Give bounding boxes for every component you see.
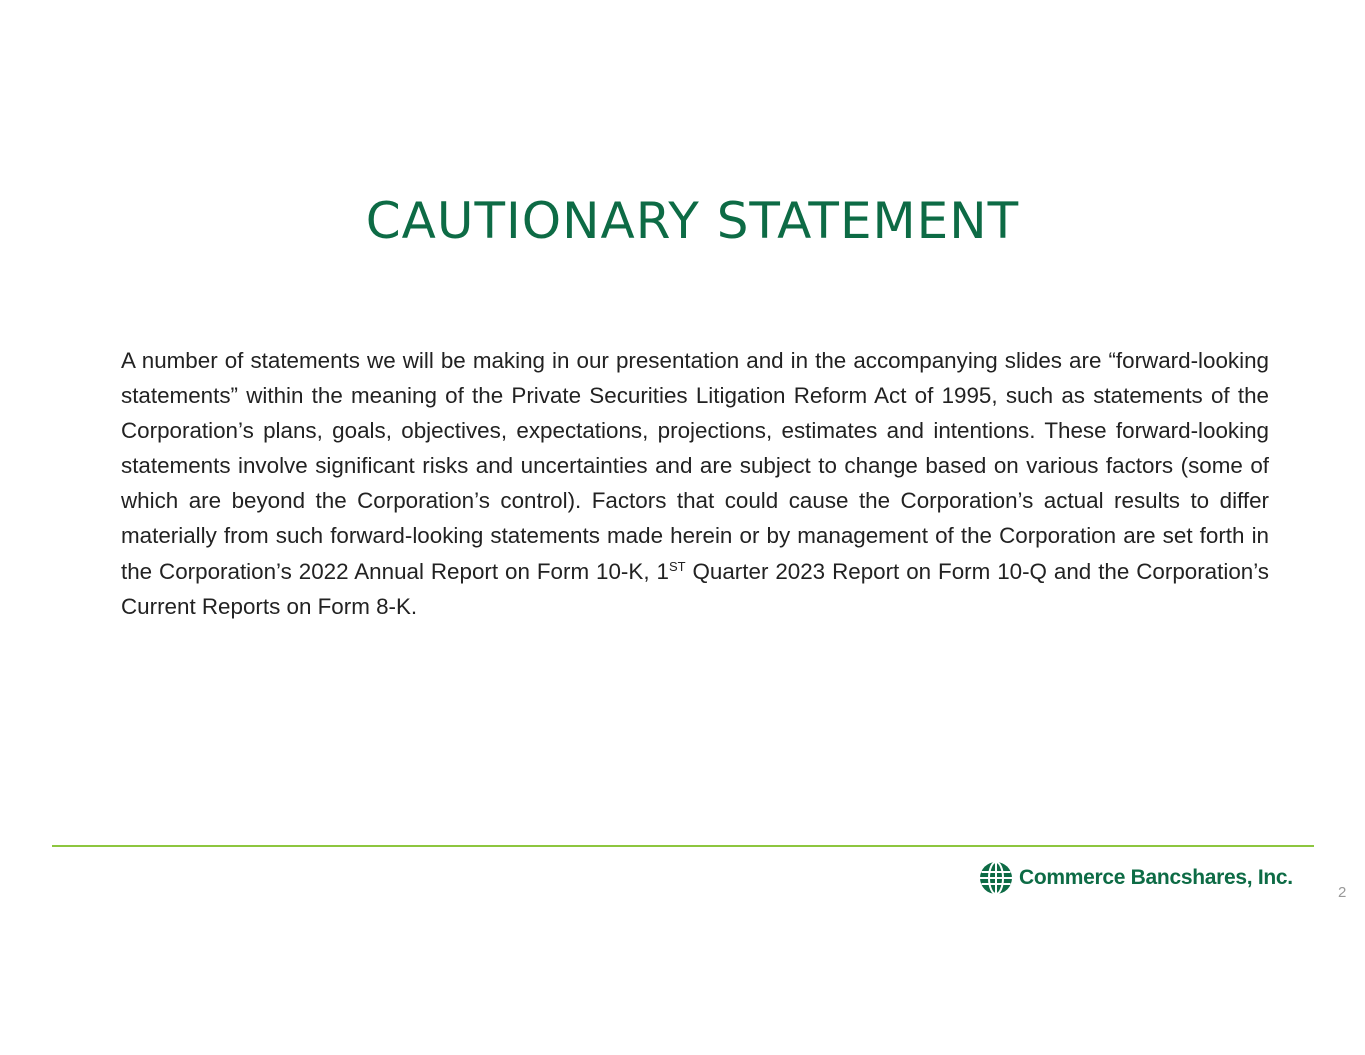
- globe-icon: [979, 860, 1013, 896]
- footer-divider: [52, 845, 1314, 847]
- cautionary-statement-body: [121, 343, 1269, 624]
- body-text-part1: A number of statements we will be making in our presentation and in the accompanying slides are “forward-looking statements” within the meaning of the Private Securities Litigation Reform Act of 1995, such as statements of the Corporation’s plans, goals, objectives, expectations, projections, estimates and intentions. These forward-looking statements involve significant risks and uncertainties and are subject to change based on various factors (some of which are beyond the Corporation’s control). Factors that could cause the Corporation’s actual results to differ materially from such forward-looking statements made herein or by management of the Corporation are set forth in the Corporation’s 2022 Annual Report on Form 10-K, 1: [121, 348, 1269, 584]
- company-logo: [979, 860, 1293, 896]
- page-number: 2: [1338, 884, 1347, 901]
- body-text-part2: Quarter 2023 Report on Form 10-Q and the Corporation’s Current Reports on Form 8-K.: [121, 558, 1270, 619]
- logo-wordmark: Commerce Bancshares, Inc.: [1019, 866, 1293, 889]
- slide-title: CAUTIONARY STATEMENT: [365, 192, 1020, 250]
- body-superscript: ST: [668, 558, 686, 574]
